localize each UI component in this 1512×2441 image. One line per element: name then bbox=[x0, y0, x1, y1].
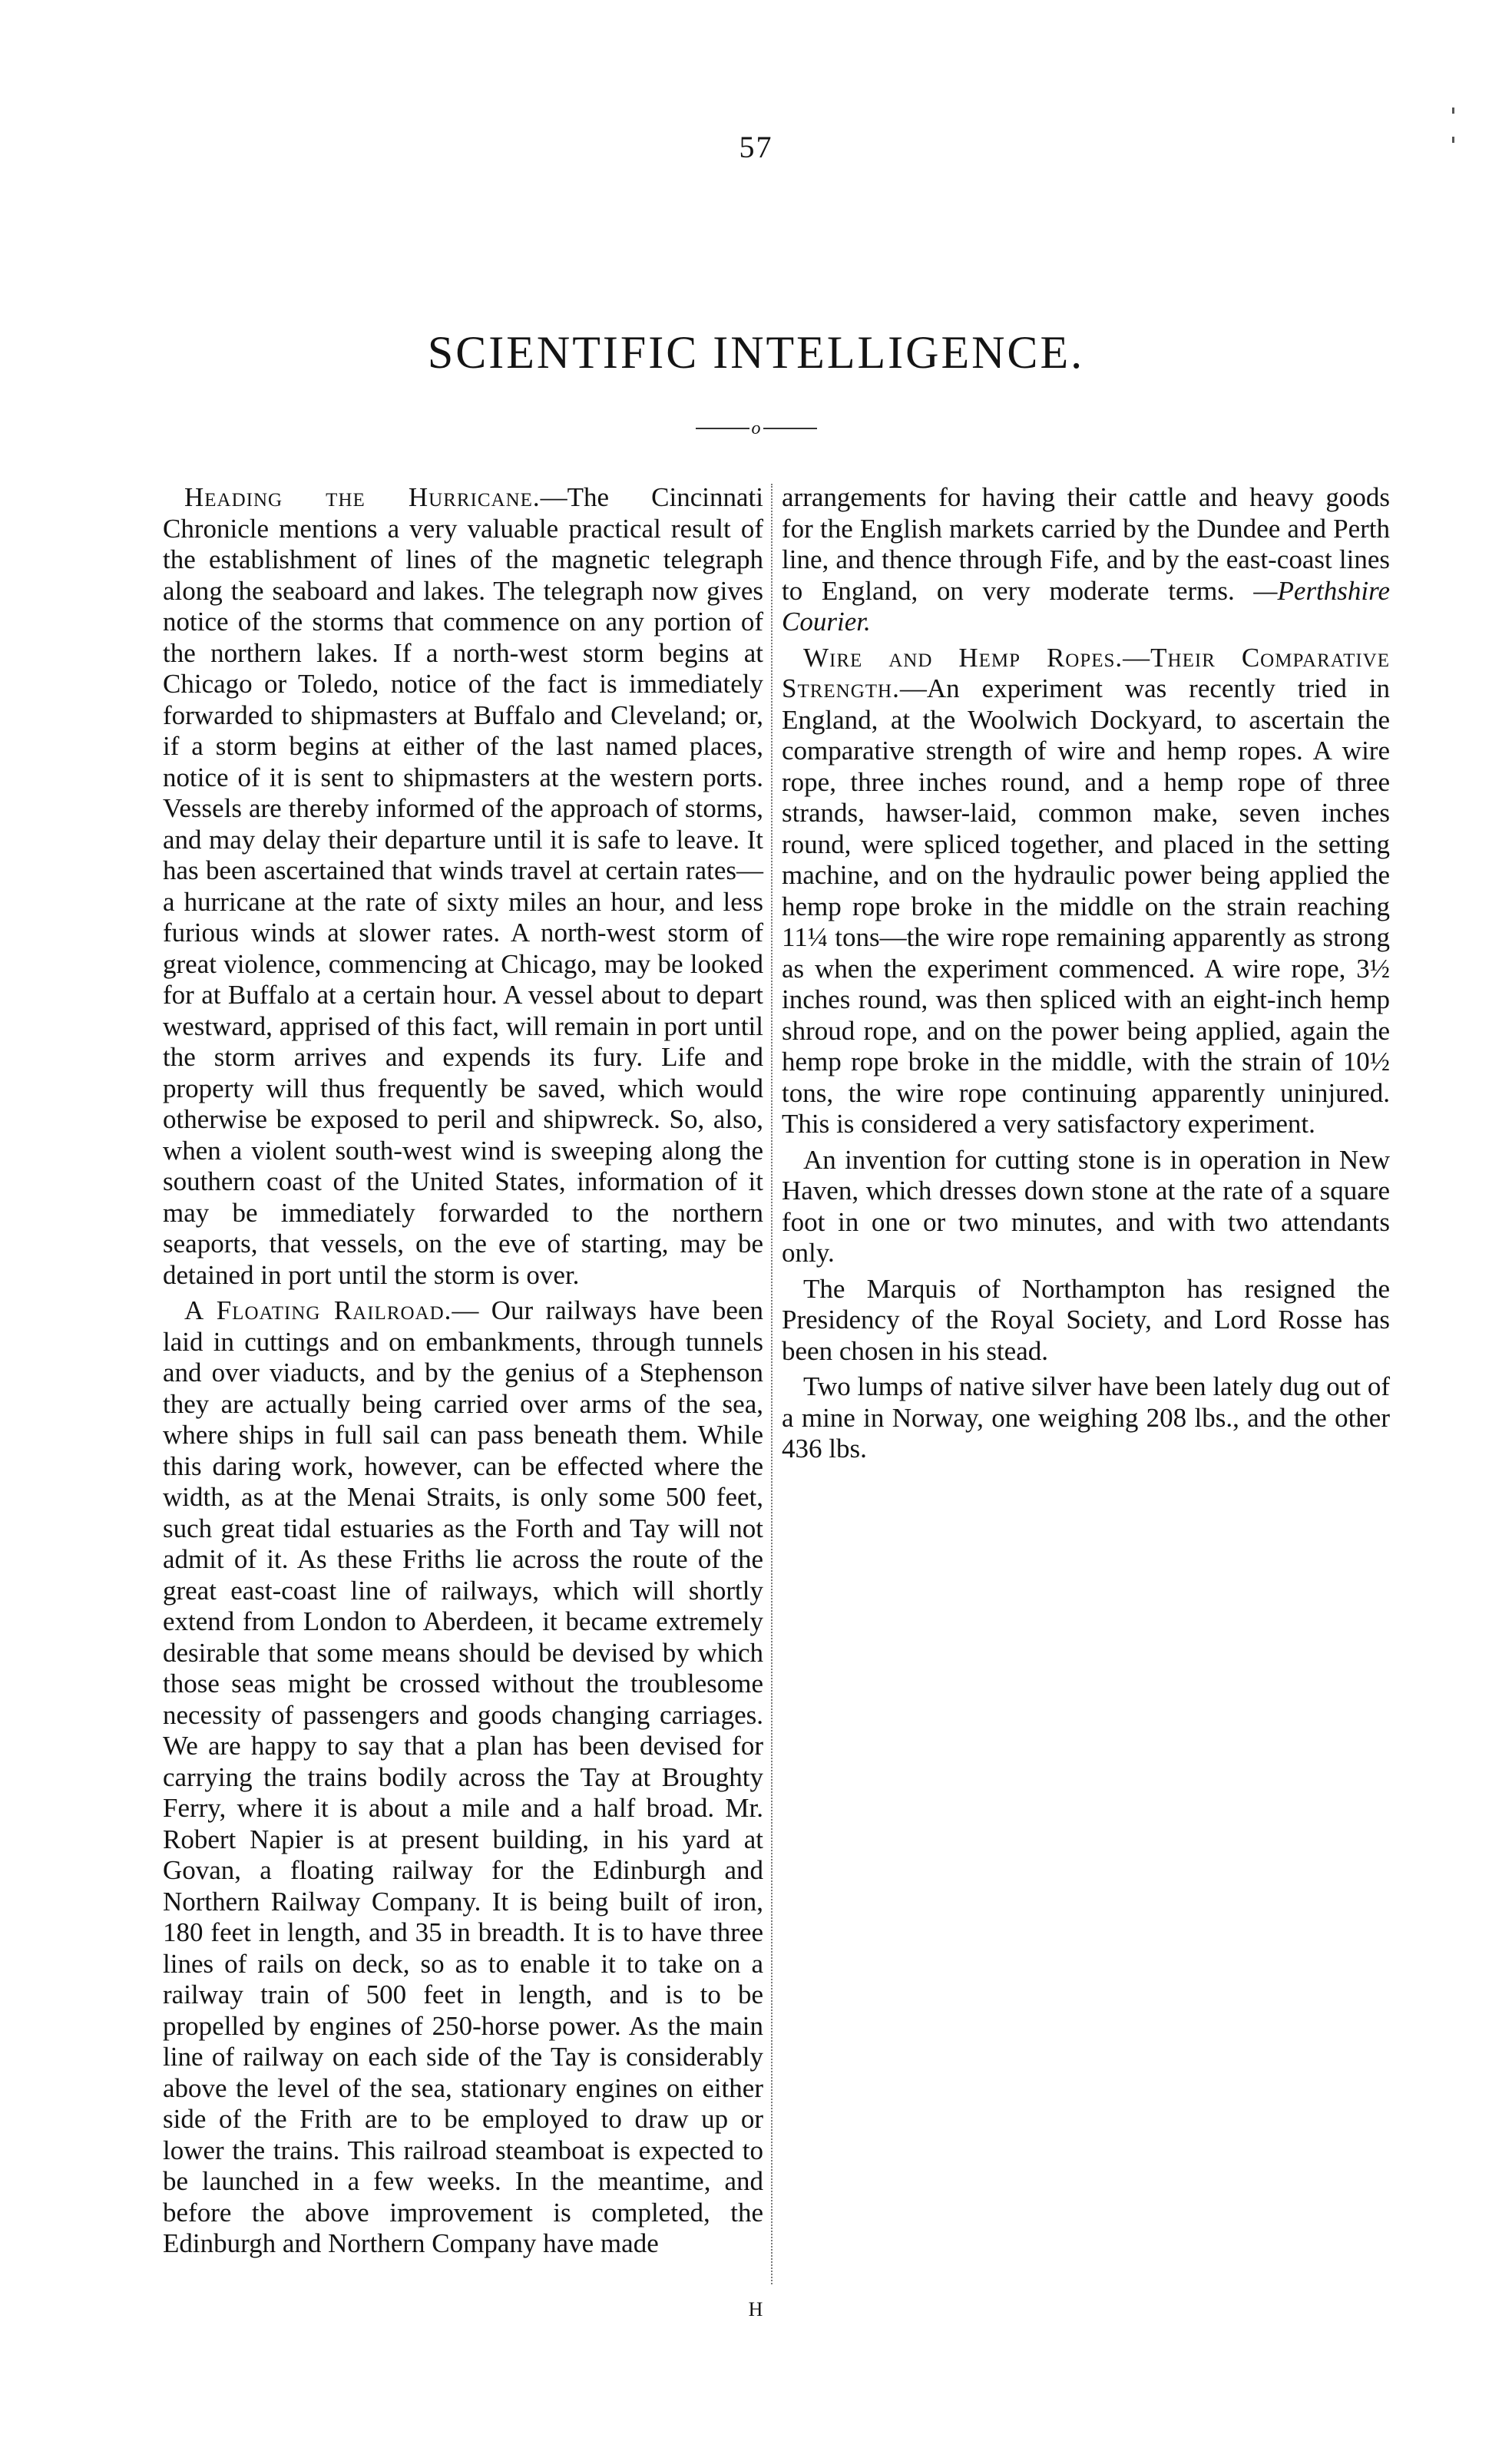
article-royal-society bbox=[782, 1274, 1390, 1368]
article-body: arrangements for having their cattle and heavy goods for the English markets carried by the Dundee and Perth line, and thence through Fife, and by the east-coast lines to England, on very moderate terms. bbox=[782, 482, 1390, 606]
article-heading: A Floating Railroad. bbox=[184, 1295, 452, 1325]
article-body: Two lumps of native silver have been lately dug out of a mine in Norway, one weighing 208 lbs., and the other 436 lbs. bbox=[782, 1371, 1390, 1464]
column-divider bbox=[771, 484, 773, 2284]
page-title: SCIENTIFIC INTELLIGENCE. bbox=[427, 327, 1085, 378]
page-number: 57 bbox=[739, 130, 773, 164]
column-left bbox=[163, 482, 763, 2260]
divider-ornament: o bbox=[751, 418, 761, 439]
column-right bbox=[782, 482, 1390, 1465]
article-wire-and-hemp-ropes bbox=[782, 643, 1390, 1140]
article-body: — Our railways have been laid in cuttings and on embankments, through tunnels and over viaducts, and by the genius of a Stephenson they are actually being carried over arms of the sea, where ships in full sail can pass beneath them. While this daring work, however, can be effected where the width, as at the Menai Straits, is only some 500 feet, such great tidal estuaries as the Forth and Tay will not admit of it. As these Friths lie across the route of the great east-coast line of railways, which will shortly extend from London to Aberdeen, it became extremely desirable that some means should be devised by which those seas might be crossed without the troublesome necessity of passengers and goods changing carriages. We are happy to say that a plan has been devised for carrying the trains bodily across the Tay at Broughty Ferry, where it is about a mile and a half broad. Mr. Robert Napier is at present building, in his yard at Govan, a floating railway for the Edinburgh and Northern Railway Company. It is being built of iron, 180 feet in length, and 35 in breadth. It is to have three lines of rails on deck, so as to enable it to take on a railway train of 500 feet in length, and is to be propelled by engines of 250-horse power. As the main line of railway on each side of the Tay is considerably above the level of the sea, stationary engines on either side of the Frith are to be employed to draw up or lower the trains. This railroad steamboat is expected to be launched in a few weeks. In the meantime, and before the above improvement is completed, the Edinburgh and Northern Company have made bbox=[163, 1295, 763, 2258]
article-floating-railroad-continued bbox=[782, 482, 1390, 638]
article-source: —Perthshire Courier. bbox=[782, 575, 1390, 637]
edge-mark bbox=[1452, 137, 1454, 143]
article-body: —The Cincinnati Chronicle mentions a very valuable practical result of the establishment of lines of the magnetic telegraph along the seaboard and lakes. The telegraph now gives notice of the storms that commence on any portion of the northern lakes. If a north-west storm begins at Chicago or Toledo, notice of the fact is immediately forwarded to shipmasters at Buffalo and Cleveland; or, if a storm begins at either of the last named places, notice of it is sent to shipmasters at the western ports. Vessels are thereby informed of the approach of storms, and may delay their departure until it is safe to leave. It has been ascertained that winds travel at certain rates—a hurricane at the rate of sixty miles an hour, and less furious winds at slower rates. A north-west storm of great violence, commencing at Chicago, may be looked for at Buffalo at a certain hour. A vessel about to depart westward, apprised of this fact, will remain in port until the storm arrives and expends its fury. Life and property will thus frequently be saved, which would otherwise be exposed to peril and shipwreck. So, also, when a violent south-west wind is sweeping along the southern coast of the United States, information of it may be immediately forwarded to the northern seaports, that vessels, on the eve of starting, may be detained in port until the storm is over. bbox=[163, 482, 763, 1290]
title-divider bbox=[0, 418, 1512, 438]
divider-rule-left bbox=[696, 428, 749, 429]
article-native-silver bbox=[782, 1371, 1390, 1465]
article-body: The Marquis of Northampton has resigned the Presidency of the Royal Society, and Lord Rosse has been chosen in his stead. bbox=[782, 1273, 1390, 1366]
article-heading: Heading the Hurricane. bbox=[184, 482, 541, 512]
article-heading: Wire and Hemp Ropes.—Their Comparative Strength. bbox=[782, 642, 1390, 703]
article-heading-the-hurricane bbox=[163, 482, 763, 1291]
edge-mark bbox=[1452, 107, 1454, 114]
article-body: An invention for cutting stone is in operation in New Haven, which dresses down stone at the rate of a square foot in one or two minutes, and with two attendants only. bbox=[782, 1144, 1390, 1268]
article-floating-railroad bbox=[163, 1295, 763, 2260]
divider-rule-right bbox=[763, 428, 817, 429]
article-stone-cutting bbox=[782, 1145, 1390, 1269]
signature-mark: H bbox=[748, 2298, 764, 2320]
article-body: —An experiment was recently tried in England, at the Woolwich Dockyard, to ascertain the comparative strength of wire and hemp ropes. A wire rope, three inches round, and a hemp rope of three strands, hawser-laid, common make, seven inches round, were spliced together, and placed in the setting machine, and on the hydraulic power being applied the hemp rope broke in the middle on the strain reaching 11¼ tons—the wire rope remaining apparently as strong as when the experiment commenced. A wire rope, 3½ inches round, was then spliced with an eight-inch hemp shroud rope, and on the power being applied, again the hemp rope broke in the middle, with the strain of 10½ tons, the wire rope continuing apparently uninjured. This is considered a very satisfactory experiment. bbox=[782, 673, 1390, 1139]
